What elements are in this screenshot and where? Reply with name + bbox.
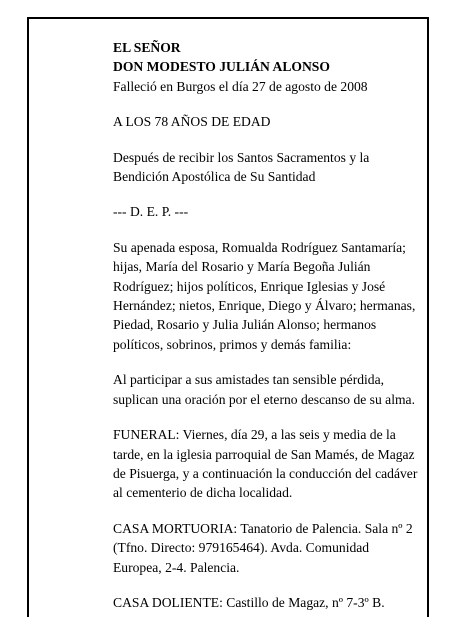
funeral-line: de Pisuerga, y a continuación la conducción del cadáver — [113, 465, 418, 481]
mourning-house-line: CASA DOLIENTE: Castillo de Magaz, nº 7-3º B. — [113, 594, 385, 610]
rip-line: --- D. E. P. --- — [113, 204, 189, 220]
age-line: A LOS 78 AÑOS DE EDAD — [113, 114, 271, 130]
family-line: Rodríguez; hijos políticos, Enrique Iglesias y José — [113, 278, 386, 294]
deceased-name: DON MODESTO JULIÁN ALONSO — [113, 59, 330, 75]
request-line: suplican una oración por el eterno descanso de su alma. — [113, 391, 415, 407]
family-line: políticos, sobrinos, primos y demás familia: — [113, 336, 352, 352]
mortuary-paragraph — [113, 519, 423, 577]
family-paragraph — [113, 238, 423, 354]
request-line: Al participar a sus amistades tan sensible pérdida, — [113, 372, 385, 388]
funeral-paragraph — [113, 425, 423, 503]
sacraments-paragraph — [113, 148, 423, 187]
funeral-line: FUNERAL: Viernes, día 29, a las seis y media de la — [113, 427, 396, 443]
sacraments-line: Después de recibir los Santos Sacramentos y la — [113, 149, 370, 165]
family-line: Piedad, Rosario y Julia Julián Alonso; hermanos — [113, 317, 377, 333]
mortuary-line: (Tfno. Directo: 979165464). Avda. Comunidad — [113, 540, 370, 556]
funeral-line: tarde, en la iglesia parroquial de San Mamés, de Magaz — [113, 446, 415, 462]
title-line-1: EL SEÑOR — [113, 40, 181, 55]
mortuary-line: Europea, 2-4. Palencia. — [113, 559, 240, 575]
family-line: hijas, María del Rosario y María Begoña Julián — [113, 259, 371, 275]
mortuary-line: CASA MORTUORIA: Tanatorio de Palencia. Sala nº 2 — [113, 520, 413, 536]
death-line: Falleció en Burgos el día 27 de agosto de 2008 — [113, 78, 368, 94]
sacraments-line: Bendición Apostólica de Su Santidad — [113, 169, 316, 185]
funeral-line: al cementerio de dicha localidad. — [113, 485, 293, 501]
obituary-notice — [113, 38, 423, 612]
family-line: Hernández; nietos, Enrique, Diego y Álvaro; hermanas, — [113, 298, 416, 314]
deceased-heading — [113, 38, 423, 96]
request-paragraph — [113, 370, 423, 409]
family-line: Su apenada esposa, Romualda Rodríguez Santamaría; — [113, 239, 406, 255]
